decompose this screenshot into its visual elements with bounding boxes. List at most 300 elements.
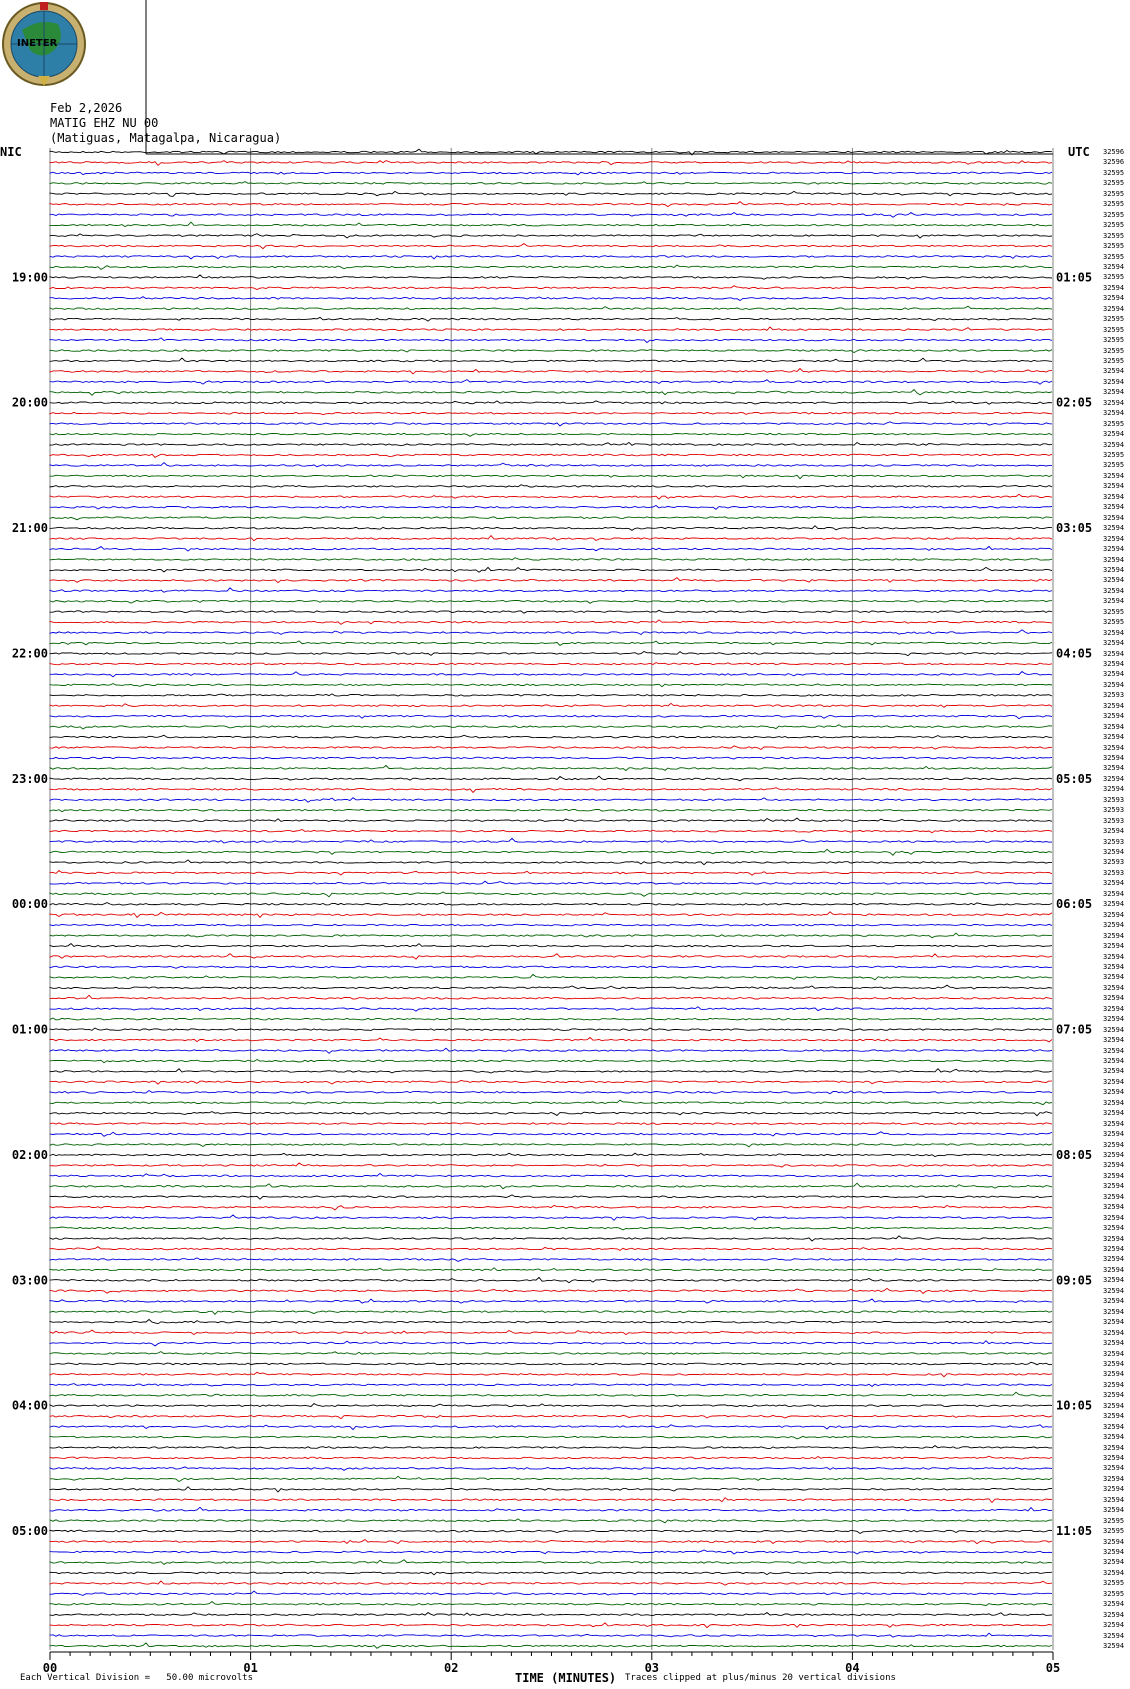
row-count-label: 32594 xyxy=(1103,722,1125,731)
right-hour-label: 11:05 xyxy=(1056,1524,1093,1539)
row-count-label: 32594 xyxy=(1103,1213,1125,1222)
row-count-label: 32594 xyxy=(1103,639,1125,647)
x-tick-label: 00 xyxy=(42,1661,58,1675)
trace-row xyxy=(50,275,1052,279)
right-axis-title: UTC xyxy=(1068,145,1090,159)
row-count-label: 32594 xyxy=(1103,1443,1125,1452)
row-count-label: 32594 xyxy=(1103,1318,1125,1327)
row-count-label: 32594 xyxy=(1103,952,1125,961)
trace-row xyxy=(50,401,1052,404)
left-hour-label: 23:00 xyxy=(11,771,48,786)
trace-row xyxy=(50,213,1052,218)
trace-row xyxy=(50,327,1052,330)
trace-row xyxy=(50,1123,1052,1125)
row-count-label: 32595 xyxy=(1103,618,1125,627)
row-count-label: 32594 xyxy=(1103,1558,1125,1567)
trace-row xyxy=(50,286,1052,290)
row-count-label: 32596 xyxy=(1103,148,1125,156)
row-count-label: 32594 xyxy=(1103,1192,1125,1201)
row-count-label: 32594 xyxy=(1103,680,1125,689)
trace-row xyxy=(50,202,1052,207)
row-count-label: 32594 xyxy=(1103,283,1125,292)
row-count-label: 32594 xyxy=(1103,1380,1125,1389)
trace-row xyxy=(50,694,1052,696)
row-count-label: 32595 xyxy=(1103,607,1125,616)
trace-row xyxy=(50,600,1052,603)
trace-row xyxy=(50,871,1052,876)
trace-row xyxy=(50,182,1052,185)
row-count-label: 32594 xyxy=(1103,1642,1125,1650)
trace-row xyxy=(50,1183,1052,1189)
ineter-logo xyxy=(0,0,88,88)
trace-row xyxy=(50,380,1052,385)
row-count-label: 32594 xyxy=(1103,1433,1125,1441)
trace-row xyxy=(50,244,1052,249)
trace-row xyxy=(50,1268,1052,1271)
trace-row xyxy=(50,1404,1052,1407)
trace-row xyxy=(50,369,1052,374)
trace-row xyxy=(50,306,1052,309)
trace-row xyxy=(50,1519,1052,1523)
trace-row xyxy=(50,1456,1052,1459)
clip-note: Traces clipped at plus/minus 20 vertical divisions xyxy=(625,1673,896,1683)
x-tick-label: 03 xyxy=(644,1661,660,1675)
trace-row xyxy=(50,1425,1052,1430)
row-count-label: 32594 xyxy=(1103,1109,1125,1118)
row-count-label: 32594 xyxy=(1103,471,1125,480)
right-hour-label: 06:05 xyxy=(1056,897,1093,912)
row-count-label: 32594 xyxy=(1103,440,1125,449)
trace-row xyxy=(50,1215,1052,1220)
row-count-label: 32594 xyxy=(1103,565,1125,574)
row-count-label: 32594 xyxy=(1103,889,1125,898)
row-count-label: 32594 xyxy=(1103,628,1125,637)
row-count-label: 32594 xyxy=(1103,1025,1125,1034)
trace-row xyxy=(50,1415,1052,1418)
trace-row xyxy=(50,641,1052,646)
trace-row xyxy=(50,317,1052,321)
trace-row xyxy=(50,985,1052,989)
trace-row xyxy=(50,933,1052,938)
chart-title: MATIG EHZ NU 00 xyxy=(50,116,159,130)
row-count-label: 32594 xyxy=(1103,294,1125,303)
trace-row xyxy=(50,765,1052,770)
row-count-label: 32594 xyxy=(1103,524,1125,533)
row-count-label: 32594 xyxy=(1103,304,1125,313)
trace-row xyxy=(50,1018,1052,1020)
row-count-label: 32595 xyxy=(1103,461,1125,470)
row-count-label: 32594 xyxy=(1103,1474,1125,1483)
trace-row xyxy=(50,485,1052,487)
row-count-label: 32594 xyxy=(1103,388,1125,397)
row-count-label: 32594 xyxy=(1103,1359,1125,1368)
trace-row xyxy=(50,881,1052,884)
row-count-label: 32594 xyxy=(1103,670,1125,679)
row-count-label: 32594 xyxy=(1103,1297,1125,1306)
trace-row xyxy=(50,1572,1052,1575)
row-count-label: 32595 xyxy=(1103,273,1125,282)
trace-row xyxy=(50,798,1052,803)
trace-row xyxy=(50,506,1052,510)
row-count-label: 32594 xyxy=(1103,1349,1125,1358)
right-hour-label: 05:05 xyxy=(1056,771,1093,786)
row-count-label: 32594 xyxy=(1103,545,1125,553)
row-count-label: 32594 xyxy=(1103,377,1125,386)
row-count-label: 32594 xyxy=(1103,1077,1125,1086)
left-hour-label: 00:00 xyxy=(11,897,48,912)
trace-row xyxy=(50,191,1052,196)
row-count-label: 32595 xyxy=(1103,179,1125,188)
row-count-label: 32594 xyxy=(1103,1098,1125,1107)
trace-row xyxy=(50,1311,1052,1314)
left-hour-label: 04:00 xyxy=(11,1398,48,1413)
trace-row xyxy=(50,725,1052,729)
row-count-label: 32594 xyxy=(1103,430,1125,439)
trace-row xyxy=(50,1080,1052,1084)
row-count-label: 32594 xyxy=(1103,492,1125,501)
trace-row xyxy=(50,1498,1052,1503)
right-hour-label: 04:05 xyxy=(1056,646,1093,661)
station-location: (Matiguas, Matagalpa, Nicaragua) xyxy=(50,131,282,145)
row-count-label: 32594 xyxy=(1103,1537,1125,1546)
trace-row xyxy=(50,1288,1052,1293)
row-count-label: 32594 xyxy=(1103,1412,1125,1421)
row-count-label: 32594 xyxy=(1103,1401,1125,1410)
trace-row xyxy=(50,652,1052,656)
row-count-label: 32594 xyxy=(1103,754,1125,762)
trace-row xyxy=(50,412,1052,414)
trace-row xyxy=(50,1530,1052,1533)
row-count-label: 32594 xyxy=(1103,1328,1125,1337)
row-count-label: 32594 xyxy=(1103,900,1125,909)
right-hour-label: 03:05 xyxy=(1056,521,1093,536)
trace-row xyxy=(50,1258,1052,1262)
trace-row xyxy=(50,1623,1052,1628)
trace-row xyxy=(50,536,1052,541)
row-count-label: 32593 xyxy=(1103,816,1125,825)
row-count-label: 32593 xyxy=(1103,858,1125,867)
right-hour-label: 09:05 xyxy=(1056,1273,1093,1288)
trace-row xyxy=(50,422,1052,426)
trace-row xyxy=(50,578,1052,583)
row-count-label: 32593 xyxy=(1103,795,1125,804)
trace-row xyxy=(50,475,1052,479)
row-count-label: 32594 xyxy=(1103,586,1125,595)
left-hour-label: 20:00 xyxy=(11,395,48,410)
row-count-label: 32594 xyxy=(1103,1234,1125,1243)
x-tick-label: 01 xyxy=(243,1661,258,1675)
row-count-label: 32594 xyxy=(1103,774,1125,783)
row-count-label: 32594 xyxy=(1103,712,1125,721)
trace-row xyxy=(50,338,1052,343)
trace-row xyxy=(50,944,1052,947)
trace-row xyxy=(50,1550,1052,1554)
row-count-label: 32595 xyxy=(1103,1589,1125,1598)
row-count-label: 32594 xyxy=(1103,962,1125,971)
row-count-label: 32593 xyxy=(1103,691,1125,700)
row-count-label: 32594 xyxy=(1103,482,1125,491)
left-hour-label: 05:00 xyxy=(11,1524,48,1539)
row-count-label: 32595 xyxy=(1103,315,1125,324)
trace-row xyxy=(50,1591,1052,1595)
left-hour-label: 02:00 xyxy=(11,1147,48,1162)
row-count-label: 32594 xyxy=(1103,827,1125,836)
trace-row xyxy=(50,1362,1052,1365)
row-count-label: 32594 xyxy=(1103,649,1125,658)
chart-date: Feb 2,2026 xyxy=(50,101,123,115)
trace-row xyxy=(50,995,1052,999)
row-count-label: 32594 xyxy=(1103,367,1125,376)
trace-row xyxy=(50,546,1052,551)
row-count-label: 32595 xyxy=(1103,357,1125,365)
row-count-label: 32594 xyxy=(1103,1610,1125,1619)
trace-row xyxy=(50,746,1052,750)
trace-row xyxy=(50,966,1052,968)
row-count-label: 32594 xyxy=(1103,262,1125,271)
x-tick-label: 05 xyxy=(1045,1661,1061,1675)
row-count-label: 32594 xyxy=(1103,1339,1125,1347)
trace-row xyxy=(50,1643,1052,1648)
trace-row xyxy=(50,1507,1052,1511)
trace-row xyxy=(50,1602,1052,1606)
row-count-label: 32594 xyxy=(1103,1506,1125,1515)
trace-row xyxy=(50,1028,1052,1030)
row-count-label: 32594 xyxy=(1103,513,1125,522)
row-count-label: 32594 xyxy=(1103,1495,1125,1504)
row-count-label: 32595 xyxy=(1103,200,1125,209)
trace-row xyxy=(50,1633,1052,1637)
row-count-label: 32595 xyxy=(1103,252,1125,261)
right-hour-label: 02:05 xyxy=(1056,395,1093,410)
row-count-label: 32594 xyxy=(1103,1036,1125,1044)
row-count-label: 32594 xyxy=(1103,398,1125,407)
row-count-label: 32594 xyxy=(1103,910,1125,919)
left-axis-title: NIC xyxy=(0,145,22,159)
trace-row xyxy=(50,1487,1052,1492)
trace-row xyxy=(50,1048,1052,1053)
row-count-label: 32594 xyxy=(1103,1088,1125,1097)
trace-row xyxy=(50,1112,1052,1116)
right-hour-label: 07:05 xyxy=(1056,1022,1093,1037)
scale-note: Each Vertical Division = 50.00 microvolts xyxy=(20,1673,253,1683)
row-count-label: 32593 xyxy=(1103,868,1125,877)
row-count-label: 32595 xyxy=(1103,336,1125,345)
trace-row xyxy=(50,494,1052,499)
trace-row xyxy=(50,1153,1052,1156)
row-count-label: 32594 xyxy=(1103,1015,1125,1024)
row-count-label: 32594 xyxy=(1103,1265,1125,1274)
row-count-label: 32594 xyxy=(1103,1151,1125,1159)
trace-row xyxy=(50,809,1052,811)
row-count-label: 32594 xyxy=(1103,1307,1125,1316)
trace-row xyxy=(50,630,1052,635)
left-hour-label: 22:00 xyxy=(11,646,48,661)
trace-row xyxy=(50,1227,1052,1230)
row-count-label: 32595 xyxy=(1103,210,1125,219)
trace-row xyxy=(50,558,1052,561)
row-count-label: 32594 xyxy=(1103,743,1125,752)
trace-row xyxy=(50,1581,1052,1585)
trace-row xyxy=(50,526,1052,531)
row-count-label: 32594 xyxy=(1103,973,1125,982)
trace-row xyxy=(50,735,1052,738)
trace-row xyxy=(50,1372,1052,1376)
trace-row xyxy=(50,1205,1052,1210)
trace-row xyxy=(50,588,1052,592)
row-count-label: 32594 xyxy=(1103,1171,1125,1180)
trace-row xyxy=(50,1392,1052,1396)
right-hour-label: 01:05 xyxy=(1056,270,1093,285)
trace-row xyxy=(50,1330,1052,1335)
row-count-label: 32594 xyxy=(1103,931,1125,940)
trace-row xyxy=(50,912,1052,918)
row-count-label: 32594 xyxy=(1103,1067,1125,1076)
trace-row xyxy=(50,161,1052,166)
row-count-label: 32594 xyxy=(1103,1422,1125,1431)
trace-row xyxy=(50,1091,1052,1094)
logo-text: INETER xyxy=(17,38,58,49)
row-count-label: 32594 xyxy=(1103,1600,1125,1609)
trace-row xyxy=(50,433,1052,436)
row-count-label: 32594 xyxy=(1103,1548,1125,1556)
row-count-label: 32594 xyxy=(1103,879,1125,888)
row-count-label: 32594 xyxy=(1103,921,1125,930)
trace-row xyxy=(50,1236,1052,1241)
row-count-label: 32595 xyxy=(1103,1579,1125,1588)
trace-row xyxy=(50,1341,1052,1346)
trace-row xyxy=(50,1320,1052,1324)
row-count-label: 32593 xyxy=(1103,837,1125,846)
trace-row xyxy=(50,442,1052,445)
trace-row xyxy=(50,1247,1052,1251)
row-count-label: 32595 xyxy=(1103,189,1125,198)
row-count-label: 32593 xyxy=(1103,806,1125,815)
row-count-label: 32595 xyxy=(1103,221,1125,230)
row-count-label: 32594 xyxy=(1103,1056,1125,1065)
trace-row xyxy=(50,954,1052,960)
row-count-label: 32594 xyxy=(1103,994,1125,1003)
trace-row xyxy=(50,1038,1052,1042)
row-count-label: 32594 xyxy=(1103,555,1125,564)
trace-row xyxy=(50,234,1052,238)
trace-row xyxy=(50,172,1052,175)
trace-row xyxy=(50,1560,1052,1565)
row-count-label: 32594 xyxy=(1103,733,1125,742)
left-hour-label: 19:00 xyxy=(11,270,48,285)
trace-row xyxy=(50,1613,1052,1616)
trace-row xyxy=(50,454,1052,457)
left-hour-label: 01:00 xyxy=(11,1022,48,1037)
row-count-label: 32596 xyxy=(1103,158,1125,167)
trace-row xyxy=(50,222,1052,226)
row-count-label: 32594 xyxy=(1103,1485,1125,1494)
trace-row xyxy=(50,1132,1052,1137)
trace-row xyxy=(50,1446,1052,1449)
row-count-label: 32594 xyxy=(1103,983,1125,992)
trace-row xyxy=(50,1384,1052,1387)
trace-row xyxy=(50,849,1052,855)
trace-row xyxy=(50,1195,1052,1199)
trace-row xyxy=(50,265,1052,269)
trace-row xyxy=(50,463,1052,467)
trace-row xyxy=(50,1144,1052,1147)
trace-row xyxy=(50,297,1052,301)
trace-row xyxy=(50,567,1052,572)
trace-row xyxy=(50,860,1052,865)
right-hour-label: 10:05 xyxy=(1056,1398,1093,1413)
row-count-label: 32595 xyxy=(1103,242,1125,250)
row-count-label: 32594 xyxy=(1103,1140,1125,1149)
row-count-label: 32594 xyxy=(1103,1568,1125,1577)
trace-row xyxy=(50,1007,1052,1011)
trace-row xyxy=(50,1060,1052,1063)
row-count-label: 32595 xyxy=(1103,451,1125,459)
row-count-label: 32594 xyxy=(1103,576,1125,585)
row-count-label: 32594 xyxy=(1103,597,1125,606)
row-count-label: 32594 xyxy=(1103,1391,1125,1400)
row-count-label: 32594 xyxy=(1103,1130,1125,1139)
row-count-label: 32594 xyxy=(1103,1276,1125,1285)
row-count-label: 32594 xyxy=(1103,1224,1125,1233)
trace-row xyxy=(50,1352,1052,1355)
trace-row xyxy=(50,1540,1052,1544)
trace-row xyxy=(50,757,1052,759)
row-count-label: 32594 xyxy=(1103,409,1125,418)
row-count-label: 32594 xyxy=(1103,1182,1125,1191)
row-count-label: 32594 xyxy=(1103,1119,1125,1128)
row-count-label: 32595 xyxy=(1103,325,1125,334)
trace-row xyxy=(50,818,1052,821)
left-hour-label: 03:00 xyxy=(11,1273,48,1288)
trace-row xyxy=(50,703,1052,707)
row-count-label: 32594 xyxy=(1103,942,1125,950)
row-count-label: 32595 xyxy=(1103,419,1125,428)
trace-row xyxy=(50,892,1052,897)
trace-row xyxy=(50,924,1052,926)
row-count-label: 32595 xyxy=(1103,231,1125,240)
trace-row xyxy=(50,1277,1052,1282)
row-count-label: 32594 xyxy=(1103,848,1125,856)
row-count-label: 32594 xyxy=(1103,1370,1125,1379)
trace-row xyxy=(50,715,1052,718)
trace-row xyxy=(50,255,1052,259)
trace-row xyxy=(50,390,1052,396)
row-count-label: 32594 xyxy=(1103,1245,1125,1253)
trace-row xyxy=(50,684,1052,687)
left-hour-label: 21:00 xyxy=(11,521,48,536)
row-count-label: 32594 xyxy=(1103,1286,1125,1295)
trace-row xyxy=(50,903,1052,906)
right-hour-label: 08:05 xyxy=(1056,1147,1093,1162)
trace-row xyxy=(50,1173,1052,1176)
trace-row xyxy=(50,517,1052,520)
trace-row xyxy=(50,788,1052,793)
x-tick-label: 04 xyxy=(845,1661,860,1675)
trace-row xyxy=(50,610,1052,613)
trace-row xyxy=(50,776,1052,781)
row-count-label: 32594 xyxy=(1103,1046,1125,1055)
trace-row xyxy=(50,1476,1052,1481)
trace-row xyxy=(50,620,1052,624)
row-count-label: 32595 xyxy=(1103,346,1125,355)
trace-row xyxy=(50,350,1052,353)
row-count-label: 32594 xyxy=(1103,1621,1125,1630)
row-count-label: 32594 xyxy=(1103,1203,1125,1212)
row-count-label: 32594 xyxy=(1103,1453,1125,1462)
trace-row xyxy=(50,1163,1052,1167)
row-count-label: 32594 xyxy=(1103,1464,1125,1473)
row-count-label: 32594 xyxy=(1103,659,1125,668)
